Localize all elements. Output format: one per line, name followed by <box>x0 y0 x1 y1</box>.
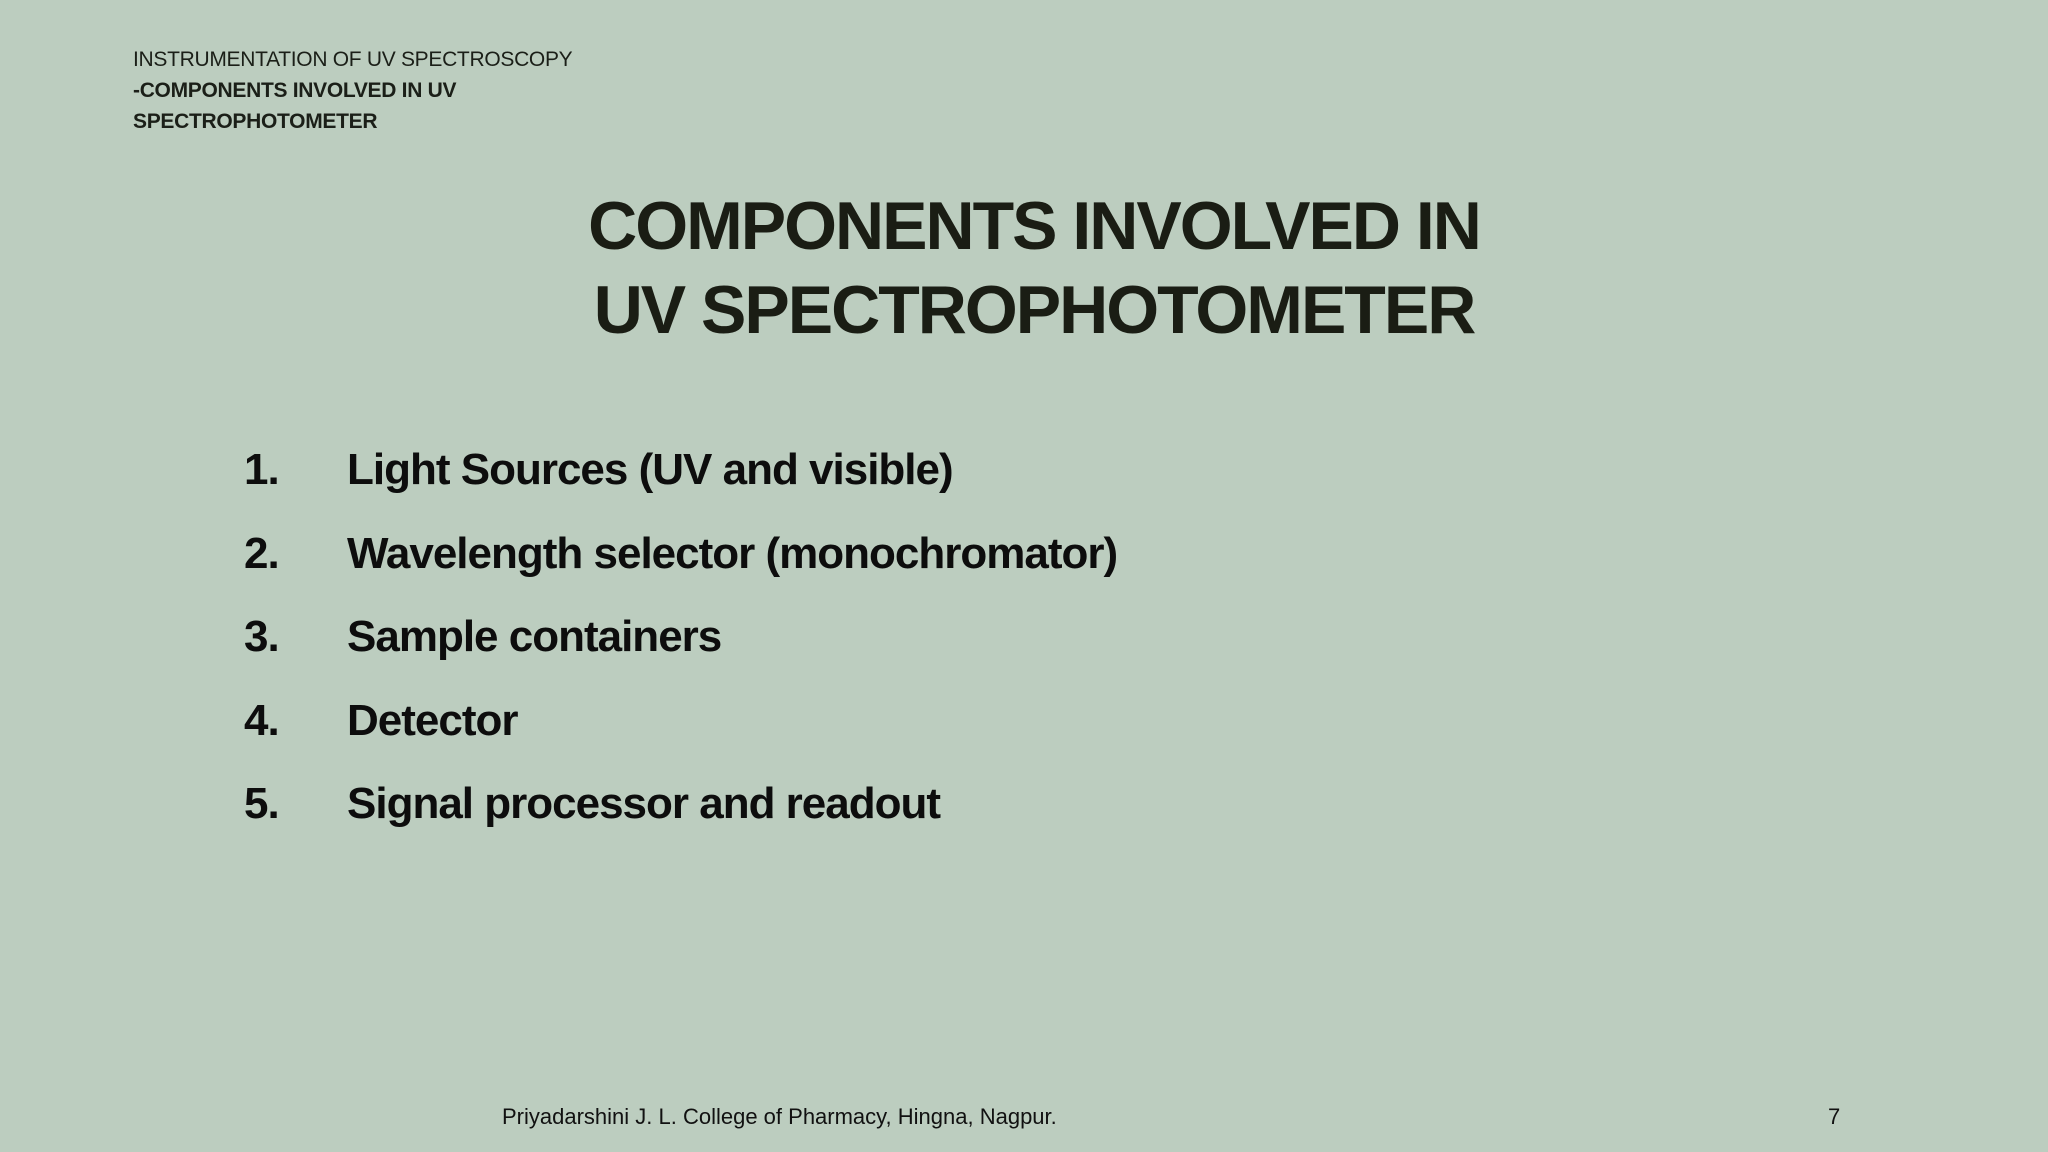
list-item-text: Signal processor and readout <box>347 779 941 828</box>
slide-title-line-1: COMPONENTS INVOLVED IN <box>588 188 1480 264</box>
list-item <box>244 779 1117 863</box>
breadcrumb-line-2: -COMPONENTS INVOLVED IN UV <box>133 79 457 102</box>
list-item-number: 3. <box>244 612 279 661</box>
list-item <box>244 445 1117 529</box>
list-item <box>244 696 1117 780</box>
list-item-number: 2. <box>244 528 279 578</box>
list-item-text: Wavelength selector (monochromator) <box>347 528 1118 578</box>
list-item-number: 1. <box>244 445 279 494</box>
list-item-text: Detector <box>347 695 518 745</box>
slide-title <box>0 184 2048 352</box>
component-list <box>244 445 1117 863</box>
footer-college-name: Priyadarshini J. L. College of Pharmacy, Hingna, Nagpur. <box>502 1104 1057 1129</box>
list-item <box>244 529 1117 613</box>
list-item-number: 4. <box>244 695 279 745</box>
breadcrumb <box>133 44 693 137</box>
list-item-text: Light Sources (UV and visible) <box>347 445 953 494</box>
list-item-number: 5. <box>244 779 279 828</box>
breadcrumb-line-1: INSTRUMENTATION OF UV SPECTROSCOPY <box>133 48 573 71</box>
list-item-text: Sample containers <box>347 612 722 661</box>
breadcrumb-line-3: SPECTROPHOTOMETER <box>133 110 378 133</box>
page-number: 7 <box>1828 1104 1841 1129</box>
list-item <box>244 612 1117 696</box>
slide-title-line-2: UV SPECTROPHOTOMETER <box>593 272 1475 348</box>
